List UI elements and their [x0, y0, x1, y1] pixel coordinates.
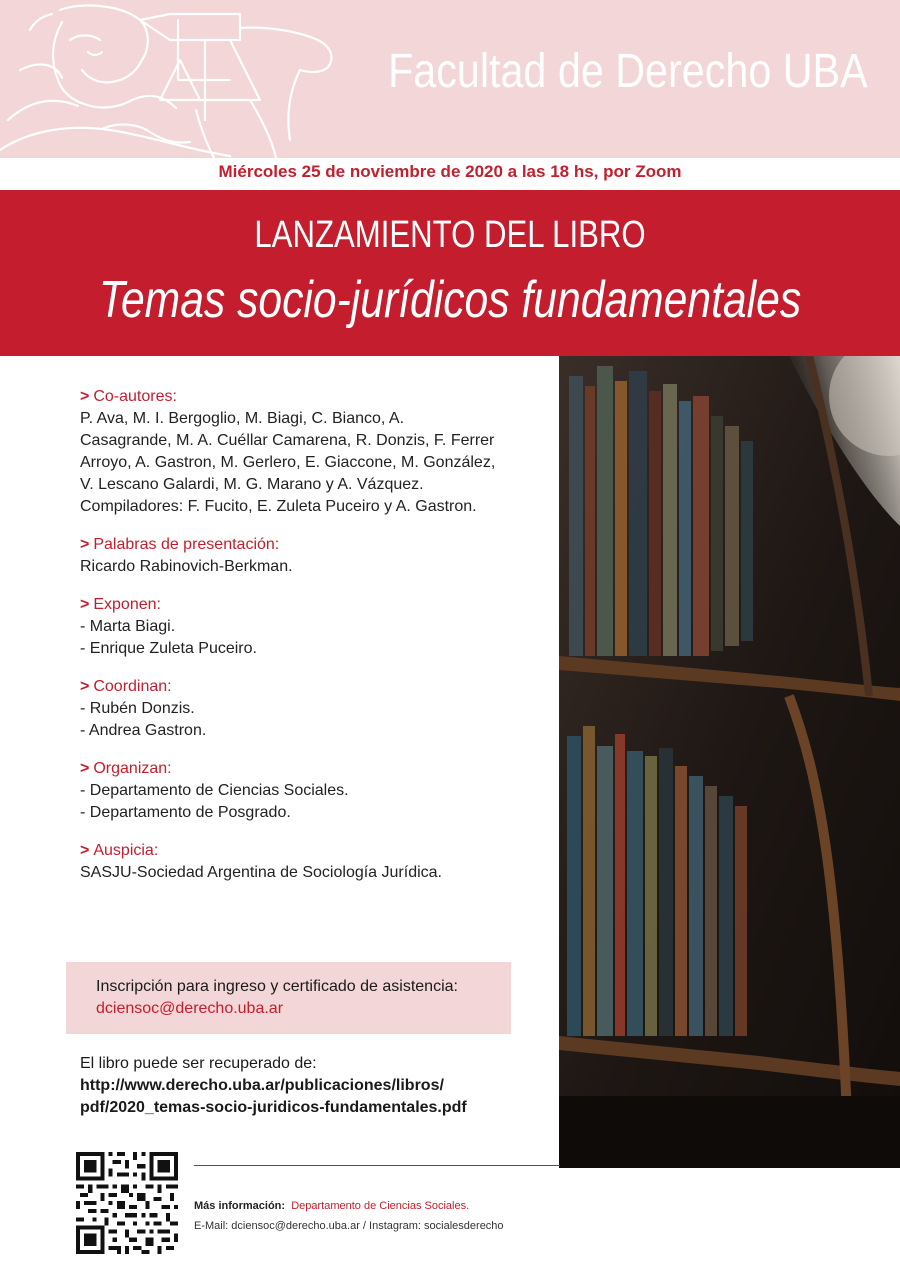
header-banner — [0, 0, 900, 158]
section-heading: > Exponen: — [80, 596, 161, 613]
footer-info — [194, 1196, 504, 1236]
more-info-label: Más información: — [194, 1200, 286, 1212]
text-line: Arroyo, A. Gastron, M. Gerlero, E. Giaccone, M. González, — [80, 454, 496, 471]
footer-divider — [194, 1165, 560, 1166]
registration-box — [66, 962, 511, 1034]
department-name: Departamento de Ciencias Sociales. — [291, 1200, 470, 1212]
text-line: SASJU-Sociedad Argentina de Sociología Jurídica. — [80, 864, 442, 881]
book-title: Temas socio-jurídicos fundamentales — [98, 271, 802, 329]
title-band — [0, 190, 900, 356]
section-heading: > Auspicia: — [80, 842, 159, 859]
text-line: - Rubén Donzis. — [80, 700, 195, 717]
text-line: - Departamento de Ciencias Sociales. — [80, 782, 349, 799]
section-heading: > Organizan: — [80, 760, 172, 777]
chevron-right-icon: > — [80, 596, 90, 613]
section-heading: > Co-autores: — [80, 388, 177, 405]
justice-illustration — [0, 0, 420, 158]
speakers-section — [80, 594, 550, 660]
text-line: Ricardo Rabinovich-Berkman. — [80, 558, 293, 575]
organizers-section — [80, 758, 550, 824]
qr-code[interactable] — [76, 1152, 178, 1254]
event-date: Miércoles 25 de noviembre de 2020 a las 18 hs, por Zoom — [218, 162, 682, 181]
chevron-right-icon: > — [80, 388, 90, 405]
faculty-brand: Facultad de Derecho UBA — [388, 45, 868, 98]
section-heading: > Palabras de presentación: — [80, 536, 280, 553]
launch-kicker: LANZAMIENTO DEL LIBRO — [254, 214, 646, 256]
text-line: V. Lescano Galardi, M. G. Marano y A. Vázquez. — [80, 476, 424, 493]
text-line: - Marta Biagi. — [80, 618, 176, 635]
chevron-right-icon: > — [80, 760, 90, 777]
sponsor-section — [80, 840, 550, 884]
text-line: Compiladores: F. Fucito, E. Zuleta Puceiro y A. Gastron. — [80, 498, 477, 515]
library-bookshelf-photo — [559, 356, 900, 1168]
text-line: Casagrande, M. A. Cuéllar Camarena, R. Donzis, F. Ferrer — [80, 432, 495, 449]
chevron-right-icon: > — [80, 842, 90, 859]
book-retrieve-info — [80, 1053, 467, 1119]
section-heading: > Coordinan: — [80, 678, 172, 695]
chevron-right-icon: > — [80, 678, 90, 695]
coordinators-section — [80, 676, 550, 742]
chevron-right-icon: > — [80, 536, 90, 553]
contact-line[interactable]: E-Mail: dciensoc@derecho.uba.ar / Instagram: socialesderecho — [194, 1220, 504, 1232]
text-line: P. Ava, M. I. Bergoglio, M. Biagi, C. Bianco, A. — [80, 410, 405, 427]
text-line: - Departamento de Posgrado. — [80, 804, 291, 821]
registration-email-link[interactable]: dciensoc@derecho.uba.ar — [96, 1000, 284, 1017]
text-line: - Enrique Zuleta Puceiro. — [80, 640, 257, 657]
book-url-link-continued[interactable]: pdf/2020_temas-socio-juridicos-fundamentales.pdf — [80, 1099, 467, 1116]
retrieve-intro: El libro puede ser recuperado de: — [80, 1055, 317, 1072]
registration-text: Inscripción para ingreso y certificado de asistencia: — [96, 978, 458, 995]
text-line: - Andrea Gastron. — [80, 722, 207, 739]
presentation-section — [80, 534, 550, 578]
coauthors-section — [80, 386, 550, 518]
more-info-line — [194, 1196, 504, 1216]
book-url-link[interactable]: http://www.derecho.uba.ar/publicaciones/libros/ — [80, 1077, 444, 1094]
event-details — [80, 386, 550, 900]
